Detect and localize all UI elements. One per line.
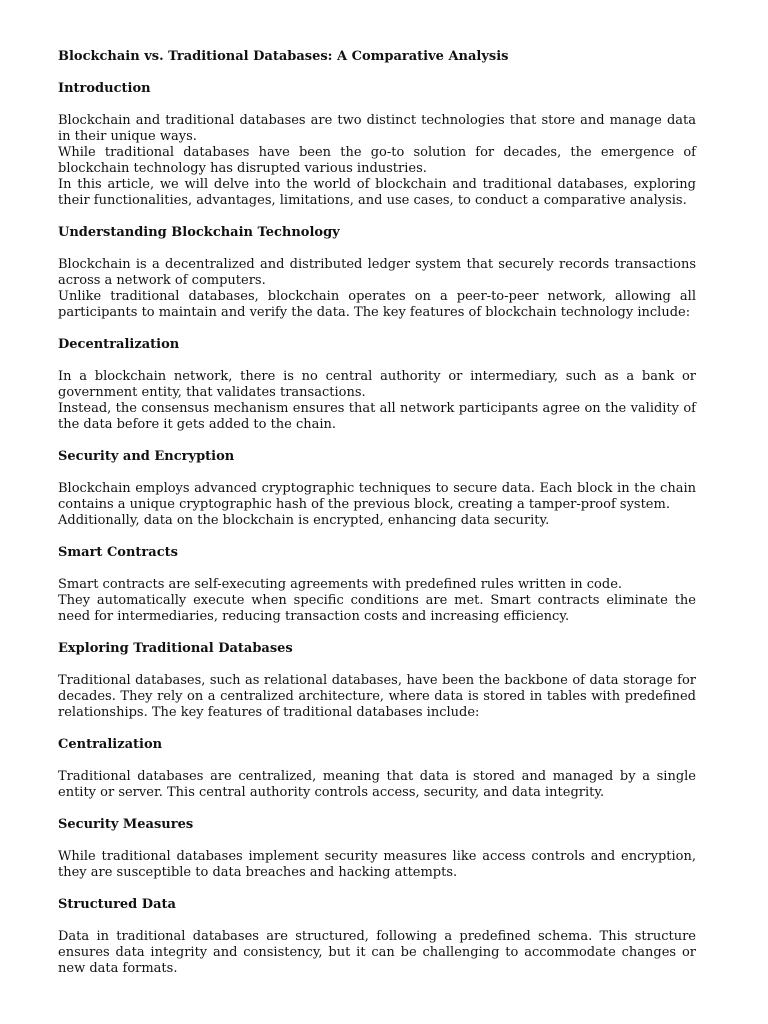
paragraph-line: Blockchain and traditional databases are two distinct technologies that store and manage data in their unique ways. xyxy=(58,113,696,144)
paragraph-line: Traditional databases, such as relational databases, have been the backbone of data storage for decades. They rely on a centralized architecture, where data is stored in tables with predefined relationships. The key features of traditional databases include: xyxy=(58,673,696,720)
section-heading: Introduction xyxy=(58,81,151,96)
section-introduction xyxy=(58,81,696,209)
section-heading: Decentralization xyxy=(58,337,180,352)
section-exploring-traditional xyxy=(58,641,696,721)
paragraph-line: While traditional databases have been the go-to solution for decades, the emergence of blockchain technology has disrupted various industries. xyxy=(58,145,696,176)
document-title: Blockchain vs. Traditional Databases: A Comparative Analysis xyxy=(58,49,509,64)
section-paragraph xyxy=(58,769,696,801)
section-structured-data xyxy=(58,897,696,977)
paragraph-line: Additionally, data on the blockchain is encrypted, enhancing data security. xyxy=(58,513,550,528)
section-paragraph xyxy=(58,481,696,529)
section-heading: Security Measures xyxy=(58,817,194,832)
paragraph-line: Unlike traditional databases, blockchain operates on a peer-to-peer network, allowing all participants to maintain and verify the data. The key features of blockchain technology include: xyxy=(58,289,696,320)
paragraph-line: In a blockchain network, there is no central authority or intermediary, such as a bank or government entity, that validates transactions. xyxy=(58,369,696,400)
section-paragraph xyxy=(58,929,696,977)
section-paragraph xyxy=(58,673,696,721)
section-understanding-blockchain xyxy=(58,225,696,321)
section-smart-contracts xyxy=(58,545,696,625)
paragraph-line: Instead, the consensus mechanism ensures that all network participants agree on the validity of the data before it gets added to the chain. xyxy=(58,401,696,432)
section-security-measures xyxy=(58,817,696,881)
paragraph-line: Data in traditional databases are structured, following a predefined schema. This structure ensures data integrity and consistency, but it can be challenging to accommodate changes or new data formats. xyxy=(58,929,696,976)
section-security-encryption xyxy=(58,449,696,529)
section-heading: Understanding Blockchain Technology xyxy=(58,225,340,240)
section-paragraph xyxy=(58,849,696,881)
paragraph-line: Smart contracts are self-executing agreements with predefined rules written in code. xyxy=(58,577,623,592)
section-paragraph xyxy=(58,113,696,209)
paragraph-line: They automatically execute when specific conditions are met. Smart contracts eliminate the need for intermediaries, reducing transaction costs and increasing efficiency. xyxy=(58,593,696,624)
section-centralization xyxy=(58,737,696,801)
paragraph-line: Traditional databases are centralized, meaning that data is stored and managed by a single entity or server. This central authority controls access, security, and data integrity. xyxy=(58,769,696,800)
paragraph-line: Blockchain employs advanced cryptographic techniques to secure data. Each block in the chain contains a unique cryptographic hash of the previous block, creating a tamper-proof system. xyxy=(58,481,696,512)
section-paragraph xyxy=(58,257,696,321)
section-heading: Structured Data xyxy=(58,897,176,912)
section-heading: Smart Contracts xyxy=(58,545,178,560)
paragraph-line: In this article, we will delve into the world of blockchain and traditional databases, exploring their functionalities, advantages, limitations, and use cases, to conduct a comparative analysis. xyxy=(58,177,696,208)
section-heading: Security and Encryption xyxy=(58,449,235,464)
paragraph-line: Blockchain is a decentralized and distributed ledger system that securely records transactions across a network of computers. xyxy=(58,257,696,288)
paragraph-line: While traditional databases implement security measures like access controls and encryption, they are susceptible to data breaches and hacking attempts. xyxy=(58,849,696,880)
section-heading: Exploring Traditional Databases xyxy=(58,641,293,656)
section-paragraph xyxy=(58,577,696,625)
section-paragraph xyxy=(58,369,696,433)
section-heading: Centralization xyxy=(58,737,163,752)
section-decentralization xyxy=(58,337,696,433)
